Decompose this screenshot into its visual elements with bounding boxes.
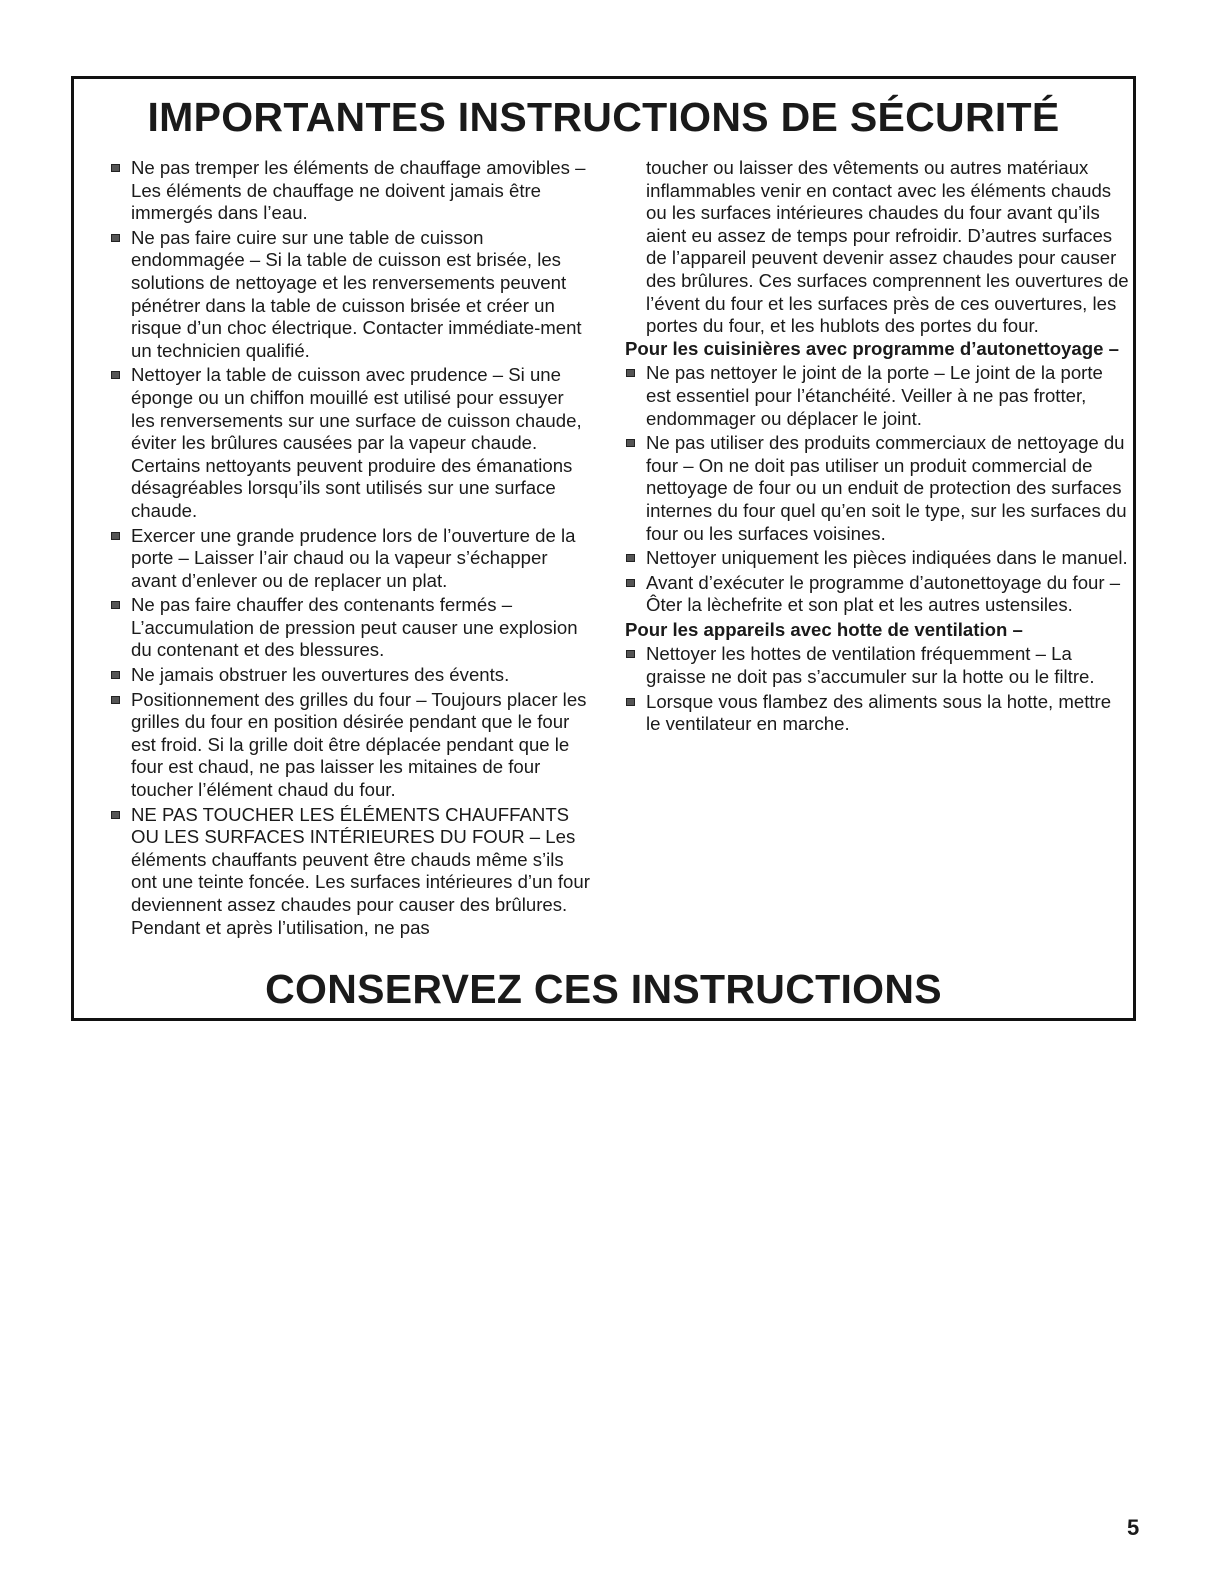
list-item xyxy=(110,525,590,593)
safety-instructions-box xyxy=(71,76,1136,1021)
list-item-text: Positionnement des grilles du four – Toujours placer les grilles du four en position désirée pendant que le four est froid. Si la grille doit être déplacée pendant que le four est chaud, ne pas laisser les mitaines de four toucher l’élément chaud du four. xyxy=(131,688,587,801)
square-bullet-icon xyxy=(111,601,120,609)
self-clean-list xyxy=(625,362,1130,617)
list-item-text: Nettoyer les hottes de ventilation fréquemment – La graisse ne doit pas s’accumuler sur la hotte ou le filtre. xyxy=(646,643,1095,688)
square-bullet-icon xyxy=(111,371,120,379)
list-item xyxy=(625,362,1130,430)
list-item xyxy=(625,643,1130,688)
list-item xyxy=(110,804,590,940)
square-bullet-icon xyxy=(626,698,635,706)
square-bullet-icon xyxy=(111,671,120,679)
section-heading-vent-hood: Pour les appareils avec hotte de ventilation – xyxy=(625,618,1023,640)
square-bullet-icon xyxy=(626,554,635,562)
square-bullet-icon xyxy=(111,532,120,540)
list-item xyxy=(110,664,590,687)
section-heading-self-clean: Pour les cuisinières avec programme d’autonettoyage – xyxy=(625,337,1119,359)
list-item xyxy=(625,572,1130,617)
list-item-text: Lorsque vous flambez des aliments sous la hotte, mettre le ventilateur en marche. xyxy=(646,690,1112,735)
square-bullet-icon xyxy=(626,650,635,658)
square-bullet-icon xyxy=(626,369,635,377)
list-item-text: Avant d’exécuter le programme d’autonettoyage du four – Ôter la lèchefrite et son plat et les autres ustensiles. xyxy=(646,571,1121,616)
list-item-text: Ne pas faire chauffer des contenants fermés – L’accumulation de pression peut causer une explosion du contenant et des blessures. xyxy=(131,594,578,661)
square-bullet-icon xyxy=(626,439,635,447)
square-bullet-icon xyxy=(111,696,120,704)
list-item-text: Ne pas tremper les éléments de chauffage amovibles – Les éléments de chauffage ne doivent jamais être immergés dans l’eau. xyxy=(131,157,586,224)
list-item xyxy=(110,227,590,363)
square-bullet-icon xyxy=(111,811,120,819)
list-item-text: Ne pas utiliser des produits commerciaux de nettoyage du four – On ne doit pas utiliser un produit commercial de nettoyage de four ou un enduit de protection des surfaces internes du four quel qu’en soit le type, sur les surfaces du four ou les surfaces voisines. xyxy=(646,432,1127,544)
page-title: IMPORTANTES INSTRUCTIONS DE SÉCURITÉ xyxy=(147,94,1060,140)
left-column xyxy=(110,157,590,941)
list-item-text: NE PAS TOUCHER LES ÉLÉMENTS CHAUFFANTS OU LES SURFACES INTÉRIEURES DU FOUR – Les éléments chauffants peuvent être chauds même s’ils ont une teinte foncée. Les surfaces intérieures d’un four deviennent assez chaudes pour causer des brûlures. Pendant et après l’utilisation, ne pas xyxy=(131,803,590,938)
right-column xyxy=(625,157,1130,738)
vent-hood-list xyxy=(625,643,1130,735)
square-bullet-icon xyxy=(111,164,120,172)
list-item xyxy=(625,691,1130,736)
list-item-text: Ne jamais obstruer les ouvertures des évents. xyxy=(131,664,510,686)
list-item-text: Ne pas nettoyer le joint de la porte – Le joint de la porte est essentiel pour l’étanchéité. Veiller à ne pas frotter, endommager ou déplacer le joint. xyxy=(646,362,1103,429)
list-item-text: Nettoyer uniquement les pièces indiquées dans le manuel. xyxy=(646,547,1128,569)
page-number: 5 xyxy=(1127,1515,1140,1540)
list-item xyxy=(110,364,590,522)
save-instructions-title: CONSERVEZ CES INSTRUCTIONS xyxy=(265,966,942,1012)
list-item-text: Ne pas faire cuire sur une table de cuisson endommagée – Si la table de cuisson est brisée, les solutions de nettoyage et les renversements peuvent pénétrer dans la table de cuisson brisée et créer un risque d’un choc électrique. Contacter immédiate-ment un technicien qualifié. xyxy=(131,226,582,361)
continued-paragraph: toucher ou laisser des vêtements ou autres matériaux inflammables venir en contact avec les éléments chauds ou les surfaces intérieures chaudes du four avant qu’ils aient eu assez de temps pour refroidir. D’autres surfaces de l’appareil peuvent devenir assez chaudes pour causer des brûlures. Ces surfaces comprennent les ouvertures de l’évent du four et les surfaces près de ces ouvertures, les portes du four, et les hublots des portes du four. xyxy=(646,157,1129,337)
list-item-text: Exercer une grande prudence lors de l’ouverture de la porte – Laisser l’air chaud ou la vapeur s’échapper avant d’enlever ou de replacer un plat. xyxy=(131,524,576,591)
list-item xyxy=(625,547,1130,570)
list-item xyxy=(625,432,1130,545)
list-item xyxy=(110,689,590,802)
list-item xyxy=(110,157,590,225)
left-instruction-list xyxy=(110,157,590,939)
list-item xyxy=(110,594,590,662)
square-bullet-icon xyxy=(626,579,635,587)
list-item-text: Nettoyer la table de cuisson avec prudence – Si une éponge ou un chiffon mouillé est utilisé pour essuyer les renversements sur une surface de cuisson chaude, éviter les brûlures causées par la vapeur chaude. Certains nettoyants peuvent produire des émanations désagréables lorsqu’ils sont utilisés sur une surface chaude. xyxy=(131,364,582,521)
square-bullet-icon xyxy=(111,234,120,242)
